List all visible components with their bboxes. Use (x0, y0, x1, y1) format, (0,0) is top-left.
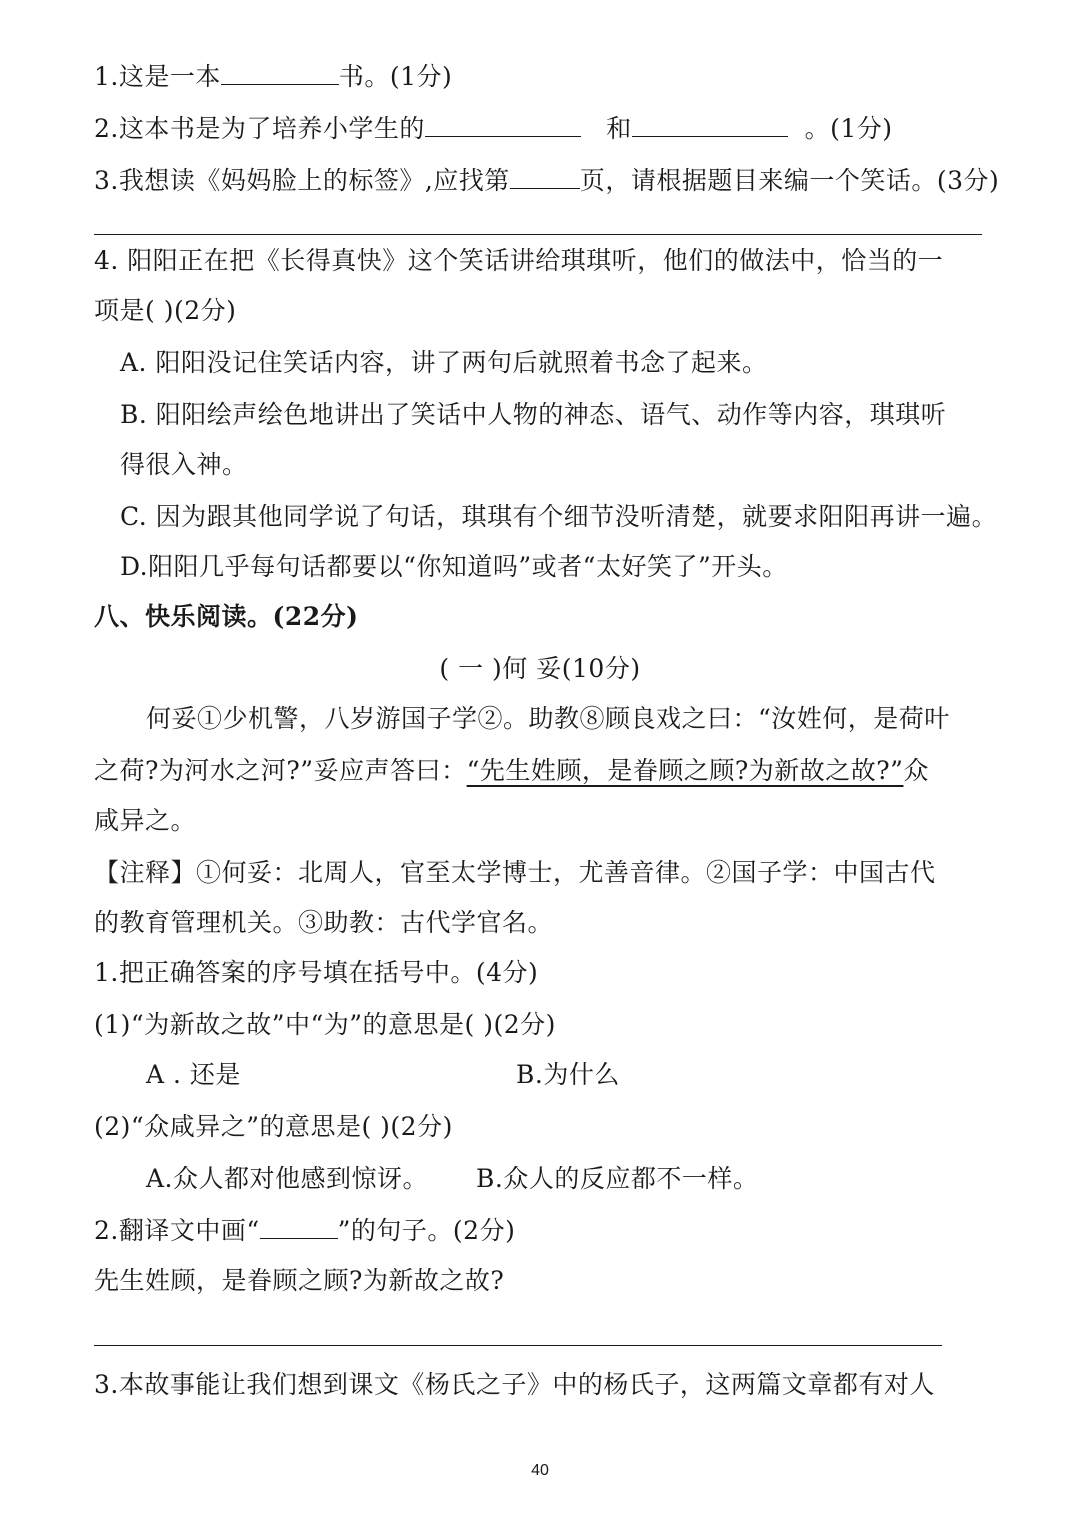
notes-line-2: 的教育管理机关。③助教：古代学官名。 (94, 908, 554, 937)
sub-2-option-b[interactable]: B.众人的反应都不一样。 (476, 1164, 759, 1193)
question-4-option-d[interactable]: D.阳阳几乎每句话都要以“你知道吗”或者“太好笑了”开头。 (120, 552, 788, 581)
passage-line-3: 咸异之。 (94, 806, 197, 835)
reading-question-1-sub-1: (1)“为新故之故”中“为”的意思是( )(2分) (94, 1010, 556, 1039)
answer-blank-3[interactable] (510, 162, 580, 189)
question-1-text-post: 书。(1分) (338, 62, 453, 91)
answer-blank-2a[interactable] (425, 110, 581, 137)
question-4-line-2: 项是( )(2分) (94, 296, 237, 325)
passage-line-2-post: 众 (903, 756, 929, 785)
passage-line-1: 何妥①少机警，八岁游国子学②。助教⑧顾良戏之曰：“汝姓何，是荷叶 (146, 704, 950, 733)
reading-question-2 (94, 1212, 515, 1248)
reading-question-2-post: ”的句子。(2分) (337, 1216, 516, 1245)
answer-blank-2b[interactable] (632, 110, 788, 137)
section-heading: 八、快乐阅读。(22分) (94, 602, 359, 631)
question-2 (94, 110, 893, 146)
question-4-option-c[interactable]: C. 因为跟其他同学说了句话，琪琪有个细节没听清楚，就要求阳阳再讲一遍。 (120, 502, 998, 531)
sub-1-option-b[interactable]: B.为什么 (516, 1060, 620, 1089)
question-1-text-pre: 1.这是一本 (94, 62, 221, 91)
question-2-text-post: 。(1分) (804, 114, 893, 143)
question-4-option-b-cont: 得很入神。 (120, 450, 248, 479)
underline-mark (260, 1212, 338, 1239)
reading-question-1: 1.把正确答案的序号填在括号中。(4分) (94, 958, 539, 987)
question-3-text-post: 页，请根据题目来编一个笑话。(3分) (579, 166, 1000, 195)
sentence-to-translate: 先生姓顾，是眷顾之顾?为新故之故? (94, 1266, 505, 1295)
passage-title (0, 652, 1080, 686)
answer-blank-1[interactable] (221, 58, 339, 85)
translation-answer-line[interactable] (94, 1345, 942, 1346)
passage-line-2 (94, 754, 929, 788)
reading-question-2-pre: 2.翻译文中画“ (94, 1216, 260, 1245)
passage-title-text: ( 一 )何 妥(10分) (439, 654, 641, 683)
question-2-text-pre: 2.这本书是为了培养小学生的 (94, 114, 425, 143)
reading-question-3: 3.本故事能让我们想到课文《杨氏之子》中的杨氏子，这两篇文章都有对人 (94, 1370, 935, 1399)
question-2-text-mid: 和 (606, 114, 632, 143)
notes-line-1: 【注释】①何妥：北周人，官至太学博士，尤善音律。②国子学：中国古代 (94, 858, 936, 887)
question-1 (94, 58, 452, 94)
underlined-sentence: “先生姓顾，是眷顾之顾?为新故之故?” (466, 756, 904, 785)
sub-1-option-a[interactable]: A . 还是 (146, 1060, 241, 1089)
answer-line-3[interactable] (94, 234, 982, 235)
question-4-option-b[interactable]: B. 阳阳绘声绘色地讲出了笑话中人物的神态、语气、动作等内容，琪琪听 (120, 400, 947, 429)
question-3 (94, 162, 999, 198)
passage-line-2-pre: 之荷?为河水之河?”妥应声答曰： (94, 756, 467, 785)
page-number: 40 (531, 1462, 549, 1479)
sub-2-option-a[interactable]: A.众人都对他感到惊讶。 (146, 1164, 429, 1193)
question-4-option-a[interactable]: A. 阳阳没记住笑话内容，讲了两句后就照着书念了起来。 (120, 348, 768, 377)
question-3-text-pre: 3.我想读《妈妈脸上的标签》,应找第 (94, 166, 510, 195)
question-4-line-1: 4. 阳阳正在把《长得真快》这个笑话讲给琪琪听，他们的做法中，恰当的一 (94, 246, 944, 275)
reading-question-1-sub-2: (2)“众咸异之”的意思是( )(2分) (94, 1112, 453, 1141)
